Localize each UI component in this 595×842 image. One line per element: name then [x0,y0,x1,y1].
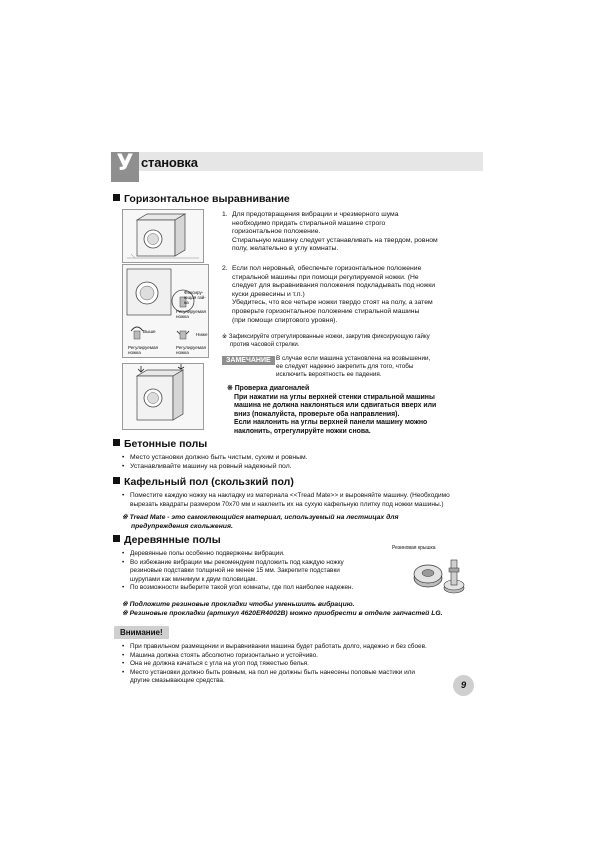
tile-note: ※ Tread Mate - это самоклеющийся материал, используемый на лестницах для предупреждения скольжения. [122,514,399,530]
step-1-number: 1. [222,211,228,218]
wood-notes: ※ Подложите резиновые прокладки чтобы уменьшить вибрацию. ※ Резиновые прокладки (артикул 4620ER4002B) можно приобрести в отделе запчастей LG. [122,601,443,617]
label-foot-left: Регулируемая ножка [128,345,159,356]
illustration-rubber-cap [408,552,470,598]
label-lock-nut: Фиксиру- ющая гай- ка [184,290,206,306]
list-item: • Место установки должно быть ровным, на пол не должны быть нанесены половые мастики или другие смазывающие средства. [122,669,492,686]
tile-list: • Поместите каждую ножку на накладку из материала <<Tread Mate>> и выровняйте машину. (Необходимо вырезать квадраты размером 70x70 мм и наклеить их на сухую кафельную плитку под ножки машины.) [122,492,492,509]
section-title-concrete: Бетонные полы [113,438,207,450]
rubber-cap-icon [408,552,470,598]
illustration-machine-placement [122,209,204,263]
section-title-tile: Кафельный пол (скользкий пол) [113,476,294,488]
diagonal-check-icon [123,364,203,429]
rubber-cap-label: Резиновая крышка [392,545,436,551]
page-number: 9 [453,675,474,696]
section-square-icon [113,535,120,542]
label-adjustable-foot-top: Регулируемая ножка [176,309,207,320]
list-item: • Машина должна стоять абсолютно горизонтально и устойчиво. [122,652,492,661]
section-square-icon [113,439,120,446]
list-item: • Деревянные полы особенно подвержены вибрации. [122,550,412,559]
wood-list [122,550,412,593]
fix-feet-note: ※ Зафиксируйте отрегулированные ножки, закрутив фиксирующую гайку против часовой стрелки. [222,333,430,348]
section-square-icon [113,477,120,484]
concrete-list [122,454,482,471]
header-initial-letter: У [116,151,134,176]
label-foot-right: Регулируемая ножка [176,345,207,356]
attention-list [122,643,492,686]
section-title-horizontal: Горизонтальное выравнивание [113,193,290,205]
attention-label: Внимание! [114,626,169,639]
step-2-number: 2. [222,265,228,272]
list-item: • По возможности выберите такой угол комнаты, где пол наиболее надежен. [122,584,412,593]
diagonal-check-text: ※ Проверка диагоналей При нажатии на углы верхней стенки стиральной машины машина не должна наклоняться или сдвигаться вверх или вниз (пожалуйста, проверьте оба направления). Если наклонить на углы верхней панели машину можно наклонить, отрегулируйте ножки снова. [227,385,437,435]
washing-machine-perspective-icon [123,210,203,262]
list-item: • Во избежание вибрации мы рекомендуем подложить под каждую ножку резиновые подставки толщиной не менее 15 мм. Закрепите подставки шурупами как минимум к двум половицам. [122,559,412,585]
illustration-diagonal-check [122,363,204,430]
list-item: • Устанавливайте машину на ровный надежный пол. [122,463,482,472]
list-item: • Поместите каждую ножку на накладку из материала <<Tread Mate>> и выровняйте машину. (Необходимо [122,492,492,501]
remark-text: В случае если машина установлена на возвышении, ее следует надежно закрепить для того, чтобы исключить вероятность ее падения. [276,355,431,379]
step-2-text: Если пол неровный, обеспечьте горизонтальное положение стиральной машины при помощи регулируемой ножки. (Не следует для выравнивания положения подкладывать под ножки куски древесины и т.п.) Убедитесь, что все четыре ножки твердо стоят на полу, а затем проверьте горизонтальное положение стиральной машины (при помощи спиртового уровня). [232,265,436,324]
label-down: Ниже [196,332,208,337]
step-1-text: Для предотвращения вибрации и чрезмерного шума необходимо придать стиральной машине строго горизонтальное положение. Стиральную машину следует устанавливать на твердом, ровном полу, желательно в углу комнаты. [232,211,438,253]
list-item: • При правильном размещении и выравнивании машина будет работать долго, надежно и без сбоев. [122,643,492,652]
list-item: • Она не должна качаться с угла на угол под тяжестью белья. [122,660,492,669]
remark-badge: ЗАМЕЧАНИЕ [222,356,275,365]
page-title: становка [141,155,198,170]
list-item: • Место установки должно быть чистым, сухим и ровным. [122,454,482,463]
label-up: Выше [143,329,156,334]
section-square-icon [113,194,120,201]
section-title-wood: Деревянные полы [113,534,221,546]
